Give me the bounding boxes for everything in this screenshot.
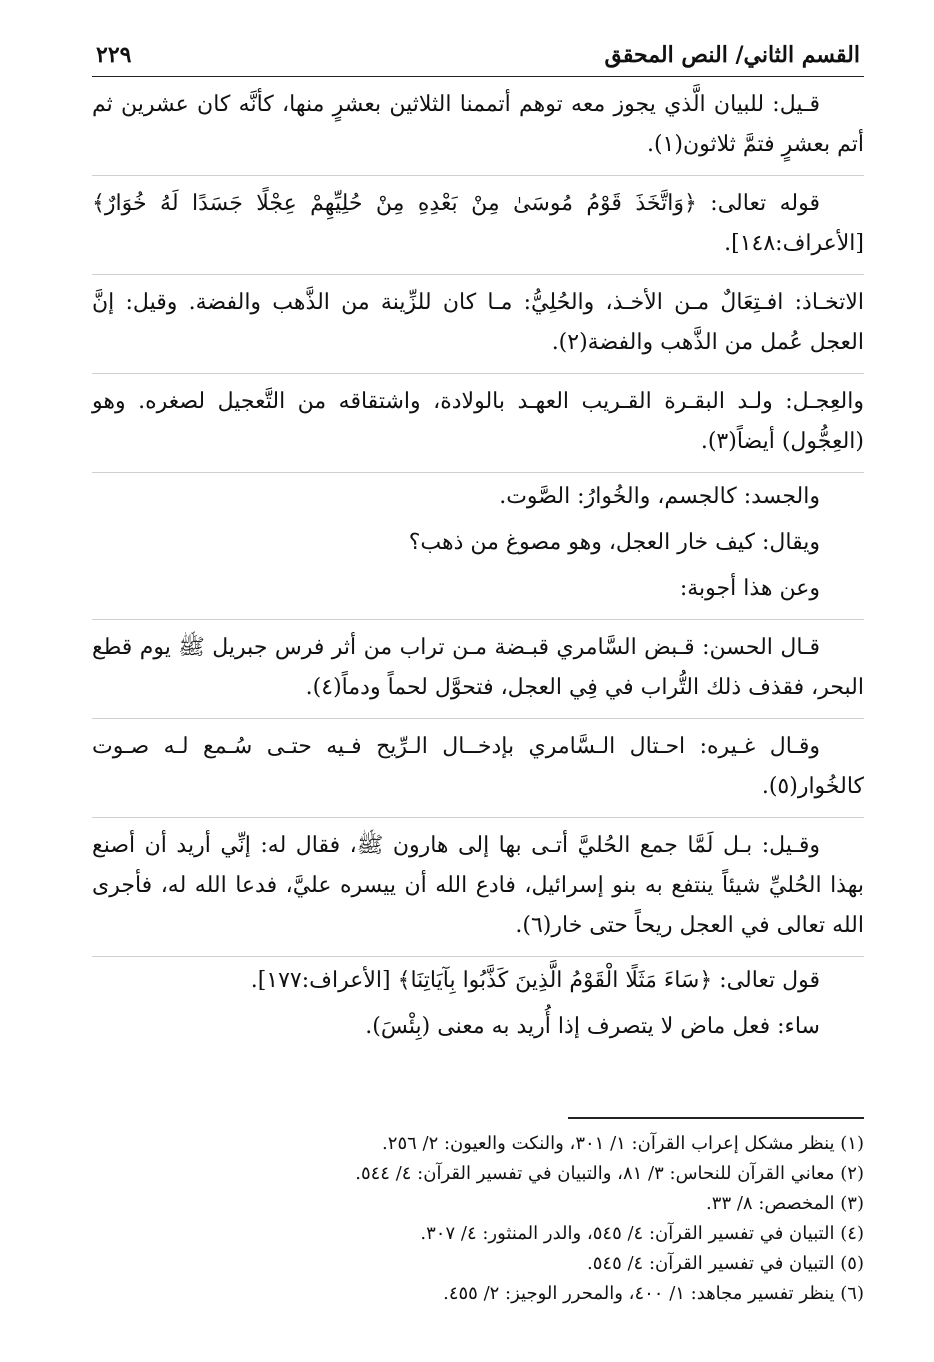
book-page: [92, 36, 864, 1309]
paragraph: قـيل: للبيان الَّذي يجوز معه توهم أتممنا الثلاثين بعشرٍ منها، كأنَّه كان عشرين ثم أتم بعشرٍ فتمَّ ثلاثون(١).: [92, 92, 864, 157]
paragraph-group: [92, 473, 864, 619]
paragraph-block: [92, 77, 864, 176]
paragraph: ساء: فعل ماض لا يتصرف إذا أُريد به معنى (بِئْسَ).: [365, 1014, 820, 1039]
verse-paragraph: قول تعالى: ﴿سَاءَ مَثَلًا الْقَوْمُ الَّذِينَ كَذَّبُوا بِآيَاتِنَا﴾ [الأعراف:١٧٧].: [250, 968, 820, 993]
footnote: (٢) معاني القرآن للنحاس: ٣/ ٨١، والتبيان في تفسير القرآن: ٤/ ٥٤٤.: [355, 1162, 864, 1184]
page-number: ٢٢٩: [96, 42, 132, 68]
paragraph-group: [92, 957, 864, 1057]
paragraph: الاتخـاذ: افـتِعَالٌ مـن الأخـذ، والحُلِيُّ: مـا كان للزِّينة من الذَّهب والفضة. وقيل: إنَّ العجل عُمل من الذَّهب والفضة(٢).: [92, 290, 864, 355]
paragraph-block: [92, 275, 864, 374]
paragraph: والجسد: كالجسم، والخُوارُ: الصَّوت.: [499, 484, 820, 509]
paragraph-block: [92, 619, 864, 719]
footnote: (٦) ينظر تفسير مجاهد: ١/ ٤٠٠، والمحرر الوجيز: ٢/ ٤٥٥.: [443, 1282, 864, 1304]
footnote: (١) ينظر مشكل إعراب القرآن: ١/ ٣٠١، والنكت والعيون: ٢/ ٢٥٦.: [382, 1132, 864, 1154]
paragraph-block: [92, 818, 864, 957]
footnote: (٥) التبيان في تفسير القرآن: ٤/ ٥٤٥.: [587, 1252, 864, 1274]
paragraph: قـال الحسن: قـبض السَّامري قبـضة مـن تراب من أثر فرس جبريل ﷺ يوم قطع البحر، فقذف ذلك التُّراب في فِي العجل، فتحوَّل لحماً ودماً(٤).: [92, 635, 864, 700]
footnote: (٣) المخصص: ٨/ ٣٣.: [706, 1192, 864, 1214]
paragraph: وقـال غـيره: احـتال الـسَّامري بإدخــال الـرِّيح فـيه حتـى سُـمع لـه صـوت كالخُوار(٥).: [92, 734, 864, 799]
verse-paragraph: قوله تعالى: ﴿وَاتَّخَذَ قَوْمُ مُوسَىٰ مِنْ بَعْدِهِ مِنْ حُلِيِّهِمْ عِجْلًا جَسَدًا لَهُ خُوَارٌ﴾ [الأعراف:١٤٨].: [92, 191, 864, 256]
paragraph-block: [92, 374, 864, 473]
paragraph-block: [92, 719, 864, 818]
paragraph: وقـيل: بـل لَمَّا جمع الحُليَّ أتـى بها إلى هارون ﷺ، فقال له: إنِّي أريد أن أصنع بهذا الحُليِّ شيئاً ينتفع به بنو إسرائيل، فادع الله أن ييسره عليَّ، فدعا الله له، فأجرى الله تعالى في العجل ريحاً حتى خار(٦).: [92, 833, 864, 938]
footnotes: [92, 1119, 864, 1309]
paragraph-block: [92, 176, 864, 275]
paragraph: ويقال: كيف خار العجل، وهو مصوغ من ذهب؟: [408, 530, 820, 555]
footnote: (٤) التبيان في تفسير القرآن: ٤/ ٥٤٥، والدر المنثور: ٤/ ٣٠٧.: [420, 1222, 864, 1244]
paragraph: وعن هذا أجوبة:: [679, 576, 820, 601]
section-title: القسم الثاني/ النص المحقق: [604, 42, 860, 68]
page-header: [92, 36, 864, 77]
paragraph: والعِجـل: ولـد البقـرة القـريب العهـد بالولادة، واشتقاقه من التَّعجيل لصغره. وهو (العِجُّول) أيضاً(٣).: [92, 389, 864, 454]
